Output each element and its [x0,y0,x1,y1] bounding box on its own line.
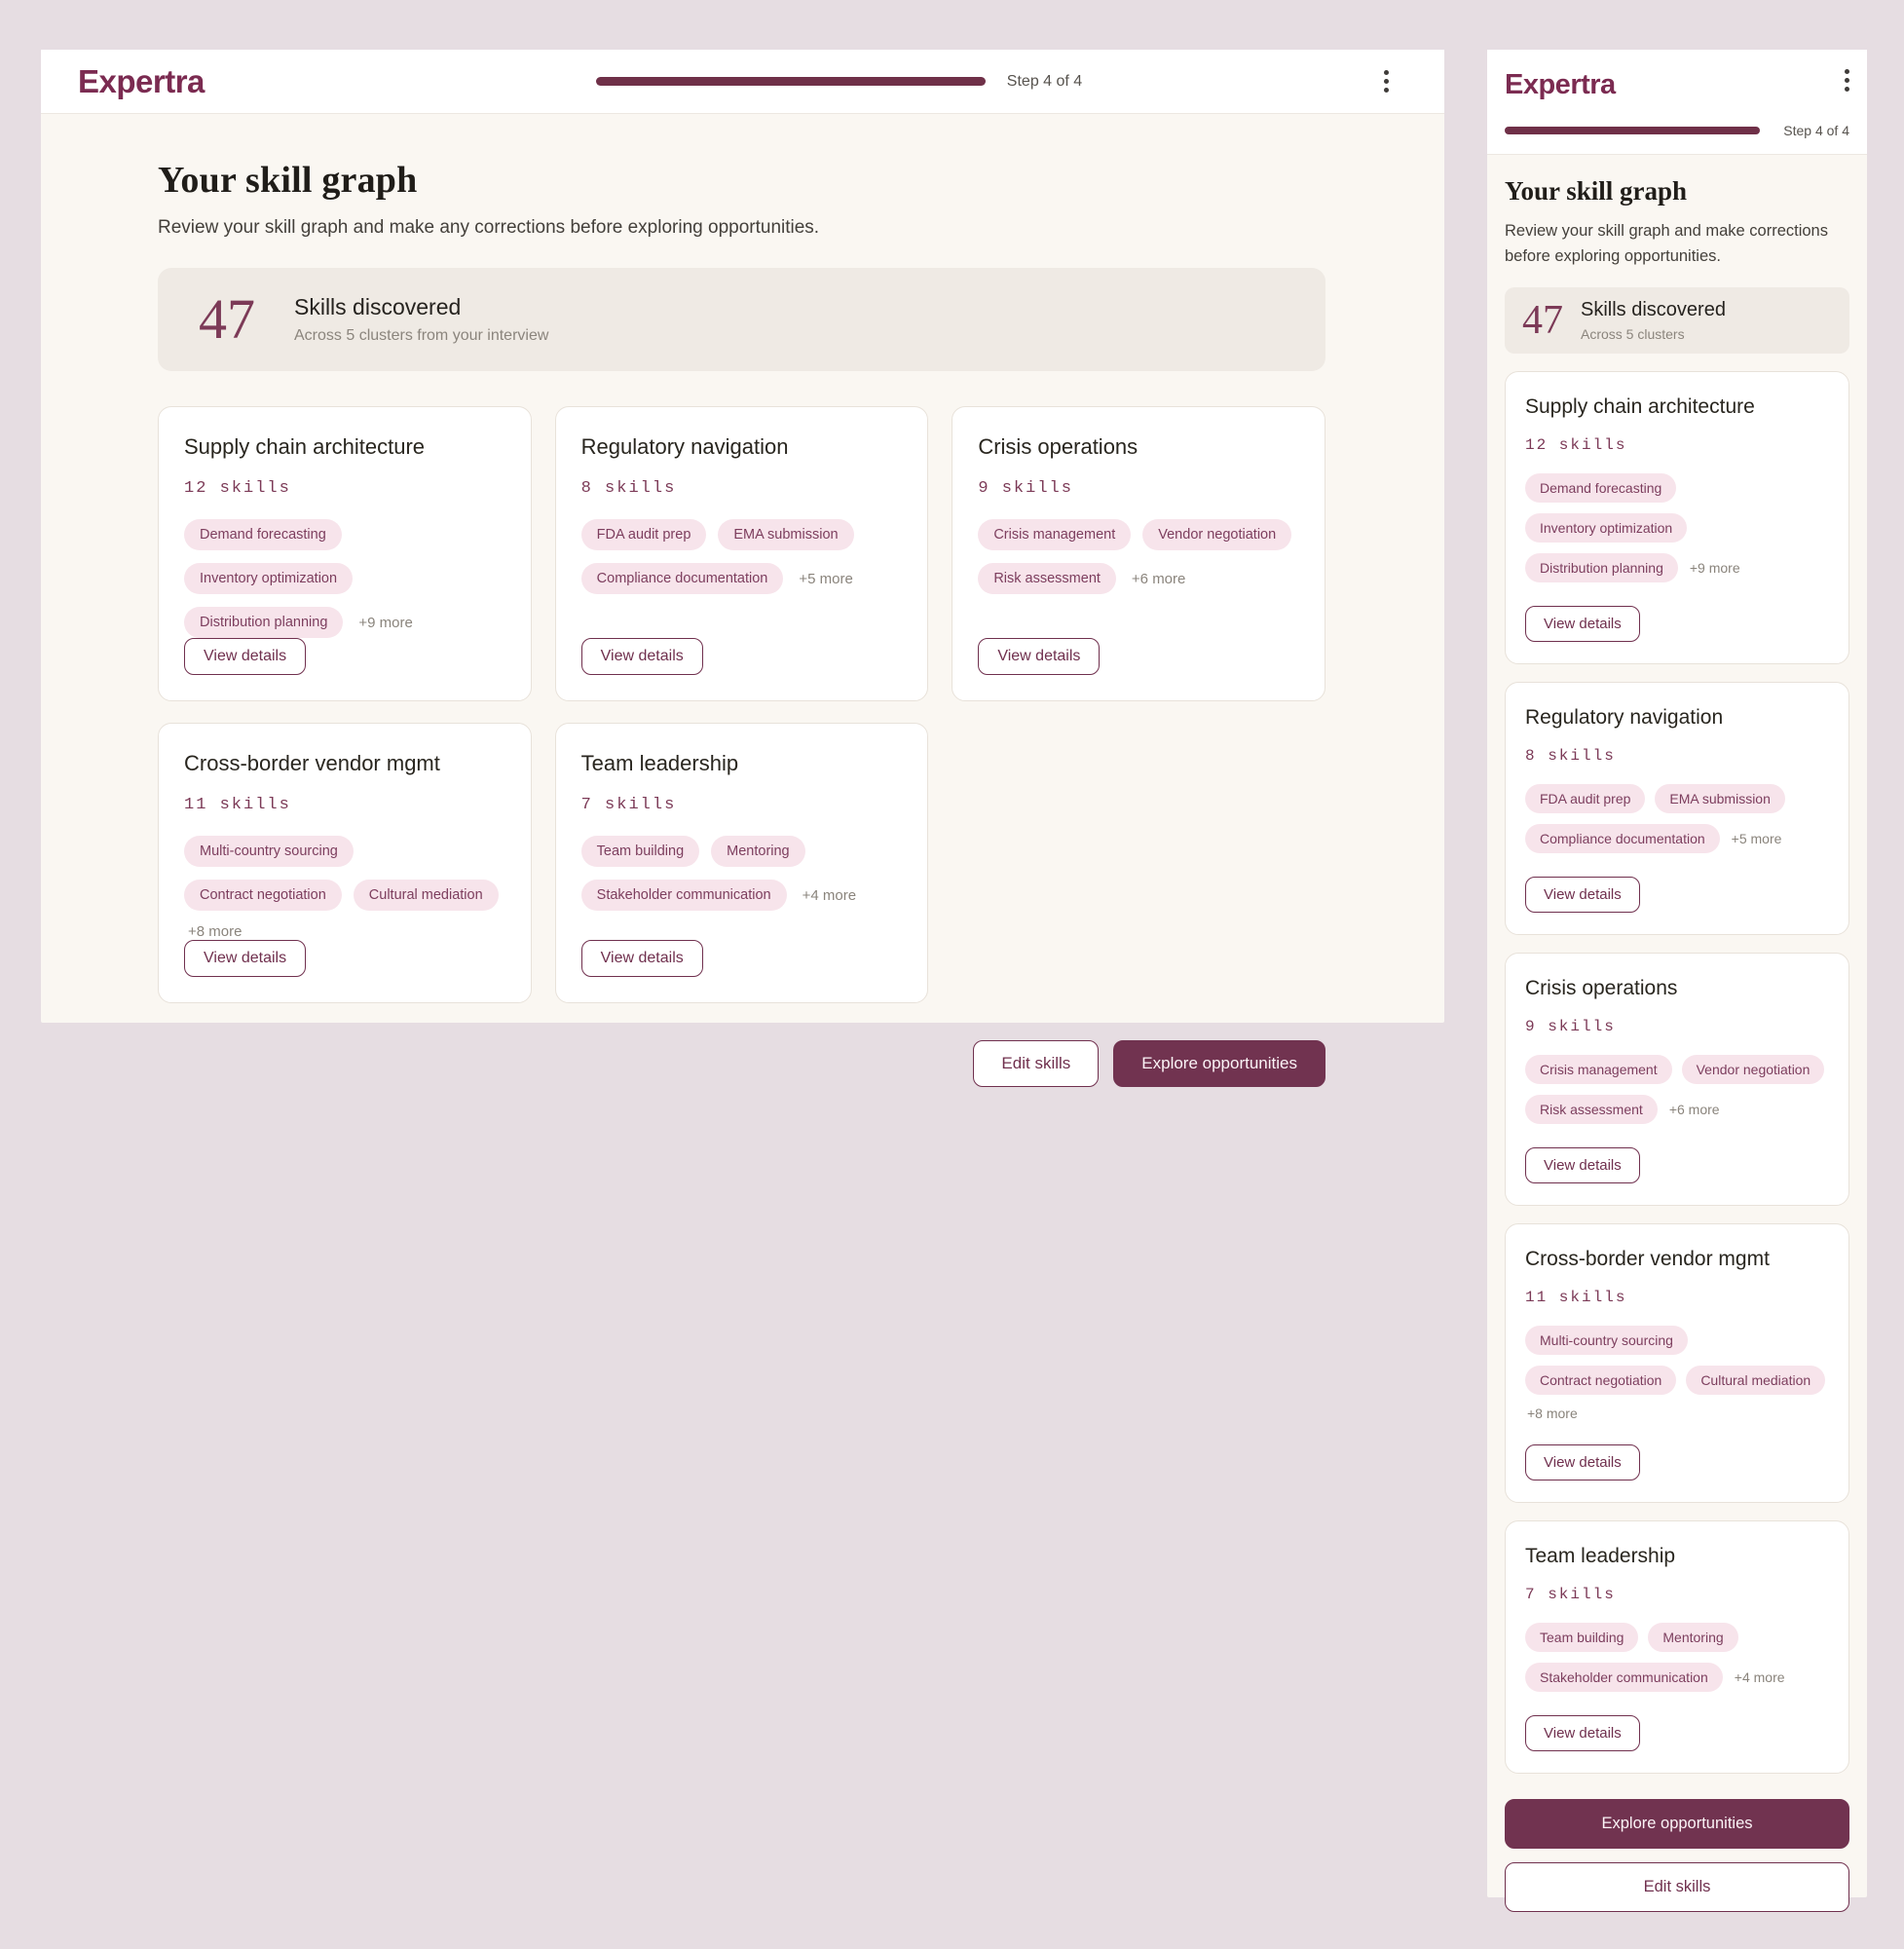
explore-opportunities-button[interactable]: Explore opportunities [1113,1040,1325,1087]
view-details-button[interactable]: View details [184,940,306,977]
skill-tag: Contract negotiation [1525,1366,1676,1395]
step-label: Step 4 of 4 [1783,123,1849,138]
cluster-title: Team leadership [580,751,739,775]
cluster-title: Regulatory navigation [1525,705,1724,729]
view-details-button[interactable]: View details [1525,1147,1640,1183]
progress-bar [596,77,986,86]
cluster-card [952,406,1325,701]
cluster-skill-count: 9 skills [1525,1017,1616,1035]
skill-tag: Compliance documentation [581,563,784,594]
skill-tag: Demand forecasting [184,519,342,550]
desktop-panel [41,50,1444,1072]
skill-tag: Mentoring [711,836,804,867]
page-actions [1505,1799,1849,1912]
view-details-button[interactable]: View details [581,940,703,977]
kebab-menu-icon[interactable] [1366,70,1405,93]
skill-tag: Inventory optimization [184,563,353,594]
skill-tags [184,836,505,940]
more-tags-label: +4 more [802,886,857,904]
page-actions [158,1040,1325,1087]
cluster-skill-count: 8 skills [580,479,677,498]
skill-tags [1525,1326,1829,1421]
more-tags-label: +5 more [1731,830,1782,846]
skill-tag: Vendor negotiation [1142,519,1291,550]
step-label: Step 4 of 4 [1006,72,1083,90]
view-details-button[interactable]: View details [581,638,703,675]
skill-tags [1525,1055,1829,1124]
skill-tag: Distribution planning [1525,553,1678,582]
skill-tag: Crisis management [978,519,1131,550]
view-details-button[interactable]: View details [184,638,306,675]
page-subtitle: Review your skill graph and make corrections before exploring opportunities. [1505,222,1828,266]
more-tags-label: +9 more [358,614,413,631]
view-details-button[interactable]: View details [1525,1715,1640,1751]
skills-summary-label: Skills discovered [1581,298,1726,320]
cluster-title: Cross-border vendor mgmt [184,751,440,775]
skills-count: 47 [199,287,255,351]
skill-tag: Inventory optimization [1525,513,1687,543]
cluster-card [555,406,929,701]
page-body [1487,155,1867,1931]
skill-tag: Multi-country sourcing [184,836,354,867]
brand-logo: Expertra [78,62,205,99]
skill-tags [184,519,505,638]
brand-logo: Expertra [1505,69,1616,100]
more-tags-label: +5 more [799,570,853,587]
more-tags-label: +8 more [188,923,243,940]
more-tags-label: +6 more [1131,570,1186,587]
skill-tags [581,836,903,911]
skill-tag: Cultural mediation [354,880,499,911]
skill-tag: Distribution planning [184,607,343,638]
clusters-grid [158,406,1325,1003]
skill-tag: FDA audit prep [1525,784,1645,813]
progress-section [1505,123,1849,138]
cluster-skill-count: 12 skills [184,479,291,498]
skill-tag: Team building [1525,1623,1638,1652]
explore-opportunities-button[interactable]: Explore opportunities [1505,1799,1849,1849]
cluster-skill-count: 11 skills [1525,1288,1627,1306]
mobile-panel [1487,50,1867,1897]
cluster-card [158,723,532,1003]
kebab-menu-icon[interactable] [1811,69,1849,92]
cluster-title: Crisis operations [978,434,1139,459]
edit-skills-button[interactable]: Edit skills [973,1040,1099,1087]
page-body [41,114,1444,1087]
view-details-button[interactable]: View details [1525,606,1640,642]
skill-tag: Vendor negotiation [1682,1055,1825,1084]
skill-tags [978,519,1299,594]
progress-bar [1505,127,1760,134]
skill-tags [1525,1623,1829,1692]
page-title: Your skill graph [158,160,418,201]
skills-summary-text [1581,299,1726,342]
cluster-title: Team leadership [1525,1544,1676,1567]
skills-summary-banner [158,268,1325,371]
more-tags-label: +4 more [1734,1668,1785,1685]
more-tags-label: +6 more [1668,1101,1720,1117]
skill-tag: EMA submission [1655,784,1784,813]
skills-summary-sublabel: Across 5 clusters [1581,325,1685,342]
skill-tags [1525,473,1829,582]
cluster-skill-count: 11 skills [184,796,291,814]
skill-tag: Multi-country sourcing [1525,1326,1688,1355]
cluster-title: Supply chain architecture [184,434,426,459]
skill-tag: Team building [581,836,699,867]
cluster-card [1505,1223,1849,1503]
skill-tag: Crisis management [1525,1055,1672,1084]
skill-tag: Mentoring [1648,1623,1737,1652]
cluster-skill-count: 7 skills [1525,1585,1616,1603]
cluster-card [555,723,929,1003]
skills-count: 47 [1522,297,1563,343]
cluster-card [1505,682,1849,935]
skill-tags [1525,784,1829,853]
edit-skills-button[interactable]: Edit skills [1505,1862,1849,1912]
cluster-card [158,406,532,701]
cluster-card [1505,1520,1849,1774]
skill-tag: EMA submission [718,519,853,550]
cluster-title: Cross-border vendor mgmt [1525,1247,1770,1270]
skill-tag: Compliance documentation [1525,824,1720,853]
cluster-skill-count: 9 skills [978,479,1073,498]
app-header [41,50,1444,114]
progress-section [312,73,1366,91]
more-tags-label: +9 more [1689,559,1740,576]
skill-tag: Stakeholder communication [581,880,787,911]
cluster-skill-count: 8 skills [1525,746,1616,765]
skill-tag: Cultural mediation [1686,1366,1825,1395]
app-header [1487,50,1867,155]
view-details-button[interactable]: View details [1525,877,1640,913]
more-tags-label: +8 more [1527,1405,1578,1421]
skill-tag: Demand forecasting [1525,473,1676,503]
skill-tag: FDA audit prep [581,519,707,550]
skills-summary-banner [1505,287,1849,354]
cluster-title: Crisis operations [1525,976,1678,999]
page-title: Your skill graph [1505,176,1688,206]
cluster-skill-count: 12 skills [1525,435,1627,454]
view-details-button[interactable]: View details [978,638,1100,675]
view-details-button[interactable]: View details [1525,1444,1640,1480]
skill-tag: Stakeholder communication [1525,1663,1723,1692]
skill-tags [581,519,903,594]
cluster-card [1505,371,1849,664]
skill-tag: Risk assessment [1525,1095,1658,1124]
skill-tag: Risk assessment [978,563,1116,594]
skills-summary-text [294,294,548,345]
cluster-title: Supply chain architecture [1525,394,1755,418]
cluster-card [1505,953,1849,1206]
skill-tag: Contract negotiation [184,880,342,911]
skills-summary-sublabel: Across 5 clusters from your interview [294,327,549,344]
page-subtitle: Review your skill graph and make any corrections before exploring opportunities. [158,217,820,238]
cluster-skill-count: 7 skills [580,796,677,814]
skills-summary-label: Skills discovered [294,294,462,319]
cluster-title: Regulatory navigation [580,434,789,459]
